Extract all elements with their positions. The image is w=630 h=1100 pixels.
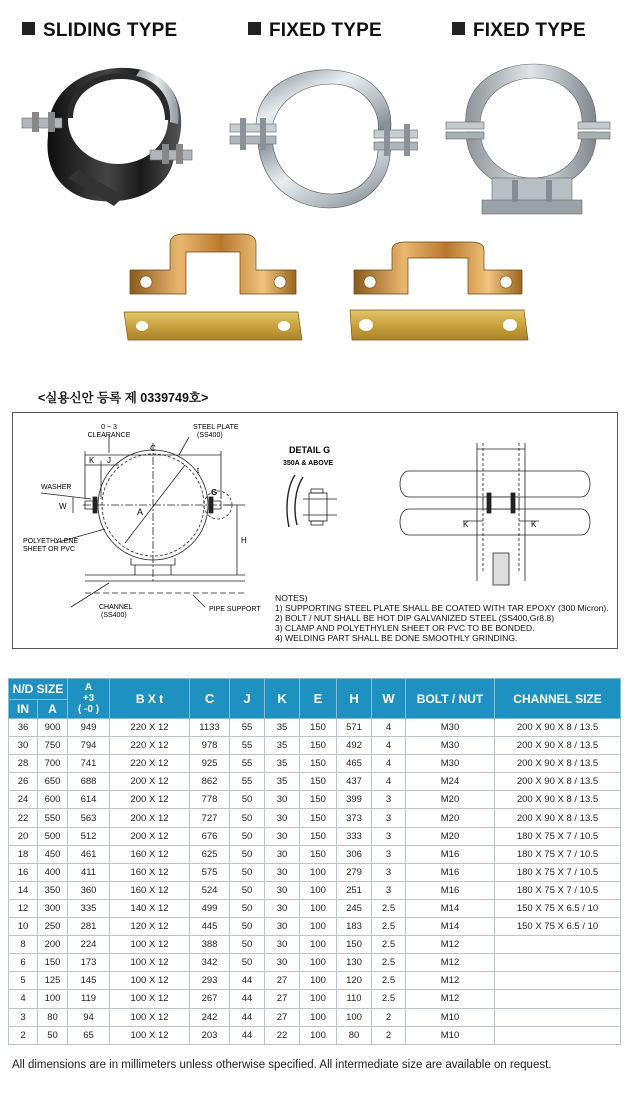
table-cell: 30 <box>265 791 300 809</box>
table-cell: 150 <box>38 954 68 972</box>
table-cell: 44 <box>230 1008 265 1026</box>
table-cell: 120 <box>337 972 372 990</box>
fixed-type-clamp-photo-2 <box>442 60 612 220</box>
sliding-type-clamp-photo <box>18 58 198 210</box>
table-cell: 30 <box>265 863 300 881</box>
table-cell: 50 <box>230 845 265 863</box>
polyethylene-label-1: POLYETHYLENE <box>23 538 79 545</box>
table-cell: 22 <box>265 1026 300 1044</box>
table-cell: 130 <box>337 954 372 972</box>
table-cell: 6 <box>9 954 38 972</box>
channel-label: CHANNEL <box>99 604 133 611</box>
table-cell: 220 X 12 <box>110 719 190 737</box>
table-cell: 200 X 90 X 8 / 13.5 <box>495 719 621 737</box>
table-cell: 242 <box>190 1008 230 1026</box>
table-cell: M30 <box>406 755 495 773</box>
table-cell: 4 <box>372 719 406 737</box>
note-1: 1) SUPPORTING STEEL PLATE SHALL BE COATED WITH TAR EPOXY (300 Micron). <box>275 603 609 613</box>
table-cell: 949 <box>68 719 110 737</box>
col-a-tolerance-plus: +3 <box>82 693 95 704</box>
table-cell: M30 <box>406 719 495 737</box>
clearance-value: 0 ~ 3 <box>101 424 117 431</box>
table-row <box>9 827 621 845</box>
sliding-type-label: SLIDING TYPE <box>43 20 178 41</box>
table-cell: 625 <box>190 845 230 863</box>
table-cell: 342 <box>190 954 230 972</box>
table-cell: 50 <box>230 936 265 954</box>
table-cell: 445 <box>190 918 230 936</box>
table-cell: 150 <box>300 791 337 809</box>
col-bxt: B X t <box>110 679 190 719</box>
table-row <box>9 809 621 827</box>
square-bullet-icon <box>452 22 465 35</box>
table-cell: 200 X 12 <box>110 791 190 809</box>
table-cell: 65 <box>68 1026 110 1044</box>
table-cell: 200 X 90 X 8 / 13.5 <box>495 791 621 809</box>
col-bolt-nut: BOLT / NUT <box>406 679 495 719</box>
table-cell: 306 <box>337 845 372 863</box>
table-cell: 200 X 90 X 8 / 13.5 <box>495 755 621 773</box>
table-cell: 100 <box>38 990 68 1008</box>
table-cell: 614 <box>68 791 110 809</box>
table-cell <box>495 990 621 1008</box>
table-cell: 173 <box>68 954 110 972</box>
table-cell: 27 <box>265 990 300 1008</box>
table-cell: 2.5 <box>372 936 406 954</box>
table-cell: 50 <box>230 791 265 809</box>
table-row <box>9 954 621 972</box>
table-cell: 44 <box>230 972 265 990</box>
table-row <box>9 1008 621 1026</box>
table-cell: 36 <box>9 719 38 737</box>
table-cell: 245 <box>337 899 372 917</box>
table-cell: 50 <box>230 881 265 899</box>
table-cell: 100 <box>300 881 337 899</box>
table-cell: M12 <box>406 954 495 972</box>
table-cell: 3 <box>372 881 406 899</box>
table-cell <box>495 1008 621 1026</box>
table-cell: 150 X 75 X 6.5 / 10 <box>495 918 621 936</box>
table-row <box>9 936 621 954</box>
table-row <box>9 737 621 755</box>
drawing-notes <box>275 593 609 643</box>
table-cell: 30 <box>265 827 300 845</box>
table-cell: 650 <box>38 773 68 791</box>
table-cell: 100 X 12 <box>110 990 190 1008</box>
table-cell: 750 <box>38 737 68 755</box>
table-cell: 183 <box>337 918 372 936</box>
table-cell: 2.5 <box>372 990 406 1008</box>
table-cell: M30 <box>406 737 495 755</box>
table-cell: 778 <box>190 791 230 809</box>
detail-g-title: DETAIL G <box>289 445 331 455</box>
channel-spec: (SS400) <box>101 612 127 619</box>
table-cell: 30 <box>265 936 300 954</box>
table-cell: 35 <box>265 773 300 791</box>
table-cell: 50 <box>230 954 265 972</box>
table-cell: M16 <box>406 881 495 899</box>
table-row <box>9 972 621 990</box>
table-cell: 2.5 <box>372 899 406 917</box>
table-cell: 741 <box>68 755 110 773</box>
table-cell: 26 <box>9 773 38 791</box>
table-cell: 676 <box>190 827 230 845</box>
note-4: 4) WELDING PART SHALL BE DONE SMOOTHLY GRINDING. <box>275 633 518 643</box>
table-cell: 224 <box>68 936 110 954</box>
spec-table-body <box>9 719 621 1045</box>
table-cell: 200 X 90 X 8 / 13.5 <box>495 809 621 827</box>
table-cell: 100 <box>300 899 337 917</box>
dimension-a: A <box>137 507 144 517</box>
table-cell: 3 <box>9 1008 38 1026</box>
table-cell: 150 <box>300 827 337 845</box>
table-cell: 300 <box>38 899 68 917</box>
table-cell: 251 <box>337 881 372 899</box>
table-cell: M14 <box>406 918 495 936</box>
table-cell: 180 X 75 X 7 / 10.5 <box>495 881 621 899</box>
detail-g-marker: G <box>211 488 218 497</box>
table-cell: 1133 <box>190 719 230 737</box>
sliding-type-heading <box>22 20 177 42</box>
col-in: IN <box>9 700 38 719</box>
table-cell: M14 <box>406 899 495 917</box>
table-cell: 20 <box>9 827 38 845</box>
table-cell: 571 <box>337 719 372 737</box>
table-cell: 125 <box>38 972 68 990</box>
col-k: K <box>265 679 300 719</box>
notes-title: NOTES) <box>275 593 308 603</box>
table-cell: 388 <box>190 936 230 954</box>
table-cell: M24 <box>406 773 495 791</box>
table-cell: 100 <box>300 863 337 881</box>
table-cell: 360 <box>68 881 110 899</box>
table-cell: 18 <box>9 845 38 863</box>
table-cell: 180 X 75 X 7 / 10.5 <box>495 845 621 863</box>
table-cell: 700 <box>38 755 68 773</box>
steel-plate-label: STEEL PLATE <box>193 424 239 431</box>
table-cell: 2.5 <box>372 954 406 972</box>
table-cell: 200 <box>38 936 68 954</box>
table-cell: 35 <box>265 737 300 755</box>
table-cell: 150 <box>300 737 337 755</box>
table-cell: 35 <box>265 719 300 737</box>
table-row <box>9 791 621 809</box>
col-channel-size: CHANNEL SIZE <box>495 679 621 719</box>
washer-label: WASHER <box>41 484 72 491</box>
table-cell: 100 X 12 <box>110 1008 190 1026</box>
table-cell: 80 <box>337 1026 372 1044</box>
fixed-type-heading-1 <box>248 20 382 42</box>
table-cell: 350 <box>38 881 68 899</box>
table-cell: 50 <box>230 827 265 845</box>
table-cell: 30 <box>265 881 300 899</box>
table-cell: 437 <box>337 773 372 791</box>
table-cell: 575 <box>190 863 230 881</box>
table-cell: 2 <box>9 1026 38 1044</box>
table-cell: 267 <box>190 990 230 1008</box>
table-cell <box>495 936 621 954</box>
table-cell: 100 <box>300 918 337 936</box>
table-cell: 14 <box>9 881 38 899</box>
table-cell: 200 X 90 X 8 / 13.5 <box>495 737 621 755</box>
table-cell: 150 <box>337 936 372 954</box>
table-cell: 100 X 12 <box>110 954 190 972</box>
table-cell: 180 X 75 X 7 / 10.5 <box>495 827 621 845</box>
table-cell: M12 <box>406 972 495 990</box>
dimension-t: t <box>197 466 200 475</box>
table-cell: 925 <box>190 755 230 773</box>
table-cell: 465 <box>337 755 372 773</box>
table-cell: 50 <box>230 809 265 827</box>
table-cell: 335 <box>68 899 110 917</box>
table-cell: 100 <box>300 972 337 990</box>
table-cell: 30 <box>265 954 300 972</box>
table-cell: 30 <box>265 845 300 863</box>
fixed-type-label-2: FIXED TYPE <box>473 20 586 41</box>
table-cell: 119 <box>68 990 110 1008</box>
table-cell: 2 <box>372 1026 406 1044</box>
polyethylene-label-2: SHEET OR PVC <box>23 546 75 553</box>
table-cell: 450 <box>38 845 68 863</box>
table-cell: 16 <box>9 863 38 881</box>
table-cell: 3 <box>372 791 406 809</box>
table-row <box>9 1026 621 1044</box>
col-j: J <box>230 679 265 719</box>
table-row <box>9 773 621 791</box>
table-cell: 100 <box>337 1008 372 1026</box>
table-cell: 27 <box>265 1008 300 1026</box>
table-cell: 203 <box>190 1026 230 1044</box>
col-a-label: A <box>84 682 93 693</box>
dimension-k: K <box>89 456 95 465</box>
table-cell: 461 <box>68 845 110 863</box>
table-cell: 4 <box>372 773 406 791</box>
table-row <box>9 863 621 881</box>
table-cell: 100 <box>300 1008 337 1026</box>
table-cell: 120 X 12 <box>110 918 190 936</box>
table-cell: 333 <box>337 827 372 845</box>
dimension-h: H <box>241 536 247 545</box>
table-cell: 100 <box>300 1026 337 1044</box>
col-a <box>68 679 110 719</box>
table-row <box>9 845 621 863</box>
table-cell: 5 <box>9 972 38 990</box>
table-cell: 688 <box>68 773 110 791</box>
dimension-w: W <box>59 502 67 511</box>
table-row <box>9 881 621 899</box>
table-cell: M12 <box>406 936 495 954</box>
table-cell: 600 <box>38 791 68 809</box>
table-cell: 80 <box>38 1008 68 1026</box>
table-cell: 100 <box>300 990 337 1008</box>
table-cell: 12 <box>9 899 38 917</box>
table-cell: M10 <box>406 1008 495 1026</box>
table-cell: 373 <box>337 809 372 827</box>
dimension-c: C <box>150 444 156 453</box>
table-cell: M20 <box>406 827 495 845</box>
table-cell: 160 X 12 <box>110 845 190 863</box>
note-2: 2) BOLT / NUT SHALL BE HOT DIP GALVANIZED STEEL (SS400,Gr8.8) <box>275 613 555 623</box>
footer-note: All dimensions are in millimeters unless otherwise specified. All intermediate size are available on request. <box>12 1059 552 1071</box>
table-cell: 293 <box>190 972 230 990</box>
table-cell: 150 <box>300 809 337 827</box>
brass-clamp-photo-2 <box>346 240 530 344</box>
table-cell: 794 <box>68 737 110 755</box>
col-nd-size: N/D SIZE <box>9 679 68 700</box>
table-cell: 55 <box>230 737 265 755</box>
table-cell: 200 X 90 X 8 / 13.5 <box>495 773 621 791</box>
dimension-spec-table <box>8 678 621 1045</box>
table-cell: 3 <box>372 845 406 863</box>
detail-g-subtitle: 350A & ABOVE <box>283 460 334 467</box>
table-cell: 200 X 12 <box>110 827 190 845</box>
table-cell: 27 <box>265 972 300 990</box>
table-cell: 50 <box>230 918 265 936</box>
table-cell: 4 <box>372 737 406 755</box>
table-cell: 727 <box>190 809 230 827</box>
table-cell: 4 <box>372 755 406 773</box>
table-row <box>9 990 621 1008</box>
table-cell: 150 <box>300 845 337 863</box>
table-cell: 35 <box>265 755 300 773</box>
table-cell: 250 <box>38 918 68 936</box>
steel-plate-spec: (SS400) <box>197 432 223 439</box>
table-cell: 100 <box>300 936 337 954</box>
table-cell: M10 <box>406 1026 495 1044</box>
table-cell: 563 <box>68 809 110 827</box>
table-cell: 145 <box>68 972 110 990</box>
table-cell: 900 <box>38 719 68 737</box>
table-cell: 2 <box>372 1008 406 1026</box>
table-cell: 220 X 12 <box>110 737 190 755</box>
table-cell: M16 <box>406 845 495 863</box>
table-cell: 140 X 12 <box>110 899 190 917</box>
table-cell: 100 X 12 <box>110 936 190 954</box>
table-cell: 411 <box>68 863 110 881</box>
table-cell: 524 <box>190 881 230 899</box>
table-row <box>9 755 621 773</box>
note-3: 3) CLAMP AND POLYETHYLEN SHEET OR PVC TO BE BONDED. <box>275 623 535 633</box>
table-cell: 30 <box>9 737 38 755</box>
table-cell: 512 <box>68 827 110 845</box>
table-cell: M20 <box>406 809 495 827</box>
table-cell: 400 <box>38 863 68 881</box>
table-cell: 3 <box>372 863 406 881</box>
table-cell: 100 X 12 <box>110 1026 190 1044</box>
table-cell <box>495 972 621 990</box>
table-cell: 4 <box>9 990 38 1008</box>
table-cell: 2.5 <box>372 972 406 990</box>
clearance-label: CLEARANCE <box>87 432 131 439</box>
table-cell: 399 <box>337 791 372 809</box>
col-a-tolerance-minus: ( -0 ) <box>77 704 100 715</box>
table-cell: 499 <box>190 899 230 917</box>
table-cell: 100 X 12 <box>110 972 190 990</box>
col-mm: A <box>38 700 68 719</box>
table-cell: 10 <box>9 918 38 936</box>
table-cell: M16 <box>406 863 495 881</box>
table-cell: 160 X 12 <box>110 881 190 899</box>
table-cell: 50 <box>230 863 265 881</box>
table-cell: 180 X 75 X 7 / 10.5 <box>495 863 621 881</box>
table-cell: 55 <box>230 755 265 773</box>
table-cell: 500 <box>38 827 68 845</box>
table-cell: 55 <box>230 773 265 791</box>
table-cell: 220 X 12 <box>110 755 190 773</box>
table-cell: M12 <box>406 990 495 1008</box>
table-cell <box>495 954 621 972</box>
table-cell: 281 <box>68 918 110 936</box>
table-cell: 150 X 75 X 6.5 / 10 <box>495 899 621 917</box>
table-cell: 55 <box>230 719 265 737</box>
table-cell: 160 X 12 <box>110 863 190 881</box>
table-cell: 110 <box>337 990 372 1008</box>
col-e: E <box>300 679 337 719</box>
fixed-type-clamp-photo-1 <box>228 62 418 214</box>
table-cell: 94 <box>68 1008 110 1026</box>
side-view-k-right: K <box>531 520 537 529</box>
table-cell: 150 <box>300 773 337 791</box>
table-cell: 3 <box>372 827 406 845</box>
table-cell: 44 <box>230 1026 265 1044</box>
table-row <box>9 719 621 737</box>
table-row <box>9 899 621 917</box>
table-cell: 50 <box>230 899 265 917</box>
table-cell: 50 <box>38 1026 68 1044</box>
table-cell: M20 <box>406 791 495 809</box>
col-c: C <box>190 679 230 719</box>
table-cell: 978 <box>190 737 230 755</box>
table-cell: 150 <box>300 719 337 737</box>
table-cell: 44 <box>230 990 265 1008</box>
table-cell: 200 X 12 <box>110 809 190 827</box>
table-cell: 24 <box>9 791 38 809</box>
table-cell: 2.5 <box>372 918 406 936</box>
table-row <box>9 918 621 936</box>
table-cell: 30 <box>265 899 300 917</box>
table-cell: 30 <box>265 809 300 827</box>
table-cell: 28 <box>9 755 38 773</box>
col-w: W <box>372 679 406 719</box>
dimension-j: J <box>107 456 111 465</box>
technical-drawing <box>12 412 618 649</box>
fixed-type-heading-2 <box>452 20 586 42</box>
table-cell: 862 <box>190 773 230 791</box>
table-cell: 30 <box>265 918 300 936</box>
table-cell: 8 <box>9 936 38 954</box>
table-cell: 200 X 12 <box>110 773 190 791</box>
square-bullet-icon <box>248 22 261 35</box>
table-cell: 492 <box>337 737 372 755</box>
table-cell: 279 <box>337 863 372 881</box>
utility-model-registration: <실용신안 등록 제 0339749호> <box>38 391 209 405</box>
table-cell: 3 <box>372 809 406 827</box>
table-cell: 100 <box>300 954 337 972</box>
side-view-k-left: K <box>463 520 469 529</box>
table-cell: 550 <box>38 809 68 827</box>
pipe-support-label: PIPE SUPPORT <box>209 606 261 613</box>
col-h: H <box>337 679 372 719</box>
table-cell: 22 <box>9 809 38 827</box>
square-bullet-icon <box>22 22 35 35</box>
table-cell <box>495 1026 621 1044</box>
table-cell: 150 <box>300 755 337 773</box>
fixed-type-label-1: FIXED TYPE <box>269 20 382 41</box>
brass-clamp-photo-1 <box>120 232 304 344</box>
